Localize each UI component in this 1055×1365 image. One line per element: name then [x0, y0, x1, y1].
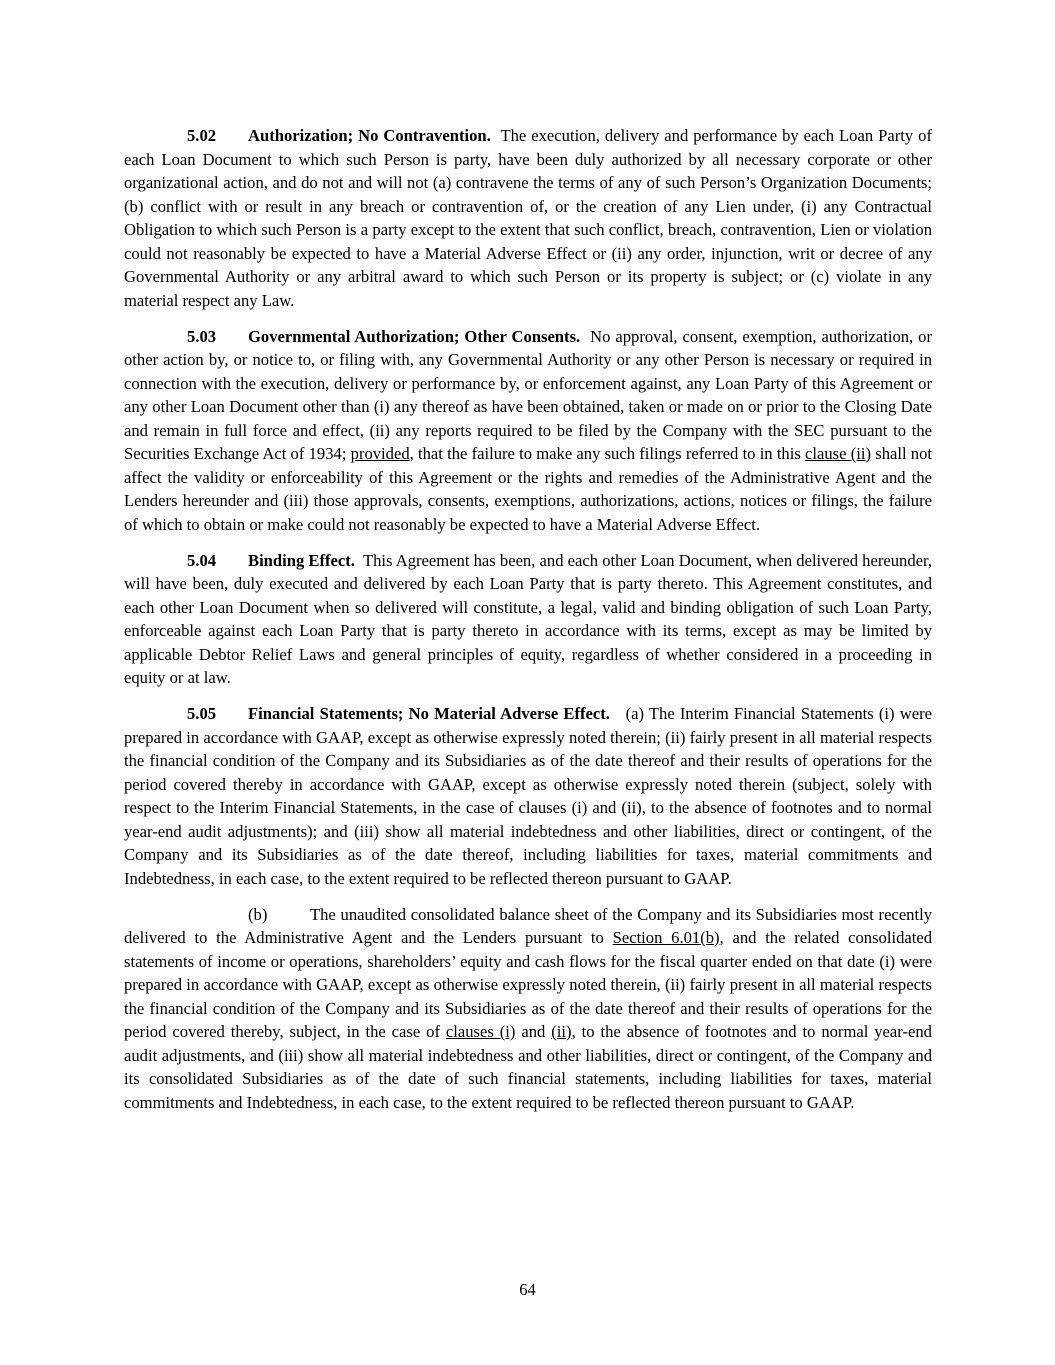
section-text: , and the related consolidated statements of income or operations, shareholders’ equity and cash flows for the fiscal quarter ended on that date (i) were prepared in accordance with GAAP, except as otherwise expressly noted therein, (ii) fairly present in all material respects the financial condition of the Company and its Subsidiaries as of the date thereof and their results of operations for the period covered thereby, subject, in the case of — [124, 928, 933, 1041]
section-5-03 — [124, 325, 932, 537]
clause-reference: clause (ii) — [805, 444, 871, 463]
section-heading: Governmental Authorization; Other Consents. — [248, 326, 581, 346]
document-body — [124, 124, 932, 1127]
section-text: (a) The Interim Financial Statements (i) were prepared in accordance with GAAP, except as otherwise expressly noted therein; (ii) fairly present in all material respects the financial condition of the Company and its Subsidiaries as of the date thereof and their results of operations for the period covered thereby in accordance with GAAP, except as otherwise expressly noted therein (subject, solely with respect to the Interim Financial Statements, in the case of clauses (i) and (ii), to the absence of footnotes and to normal year-end audit adjustments); and (iii) show all material indebtedness and other liabilities, direct or contingent, of the Company and its Subsidiaries as of the date thereof, including liabilities for taxes, material commitments and Indebtedness, in each case, to the extent required to be reflected thereon pursuant to GAAP. — [124, 704, 932, 888]
section-5-02 — [124, 124, 932, 312]
section-5-05 — [124, 702, 932, 890]
section-heading: Authorization; No Contravention. — [248, 126, 491, 145]
section-number: 5.03 — [187, 326, 217, 346]
section-number: 5.05 — [187, 704, 217, 723]
section-number: 5.02 — [187, 126, 217, 145]
section-reference: Section 6.01(b) — [612, 928, 720, 947]
section-heading: Binding Effect. — [248, 550, 355, 570]
section-heading: Financial Statements; No Material Adverse Effect. — [248, 704, 610, 723]
section-number: 5.04 — [187, 550, 217, 570]
subsection-label: (b) — [248, 904, 268, 924]
section-text: The execution, delivery and performance by each Loan Party of each Loan Document to which such Person is party, have been duly authorized by all necessary corporate or other organizational action, and do not and will not (a) contravene the terms of any of such Person’s Organization Documents; (b) conflict with or result in any breach or contravention of, or the creation of any Lien under, (i) any Contractual Obligation to which such Person is a party except to the extent that such conflict, breach, contravention, Lien or violation could not reasonably be expected to have a Material Adverse Effect or (ii) any order, injunction, writ or decree of any Governmental Authority or any arbitral award to which such Person or its property is subject; or (c) violate in any material respect any Law. — [124, 126, 932, 310]
section-text: The unaudited consolidated balance sheet of the Company and its Subsidiaries most recently delivered to the Administrative Agent and the Lenders pursuant to — [124, 904, 932, 947]
clause-reference: clauses (i) — [445, 1022, 516, 1041]
section-text: , that the failure to make any such filings referred to in this — [409, 444, 801, 463]
section-5-04 — [124, 549, 932, 690]
provided-term: provided — [350, 444, 410, 463]
clause-reference: (ii) — [551, 1022, 572, 1041]
section-text: shall not affect the validity or enforceability of this Agreement or the rights and remedies of the Administrative Agent and the Lenders hereunder and (iii) those approvals, consents, exemptions, authorizations, actions, notices or filings, the failure of which to obtain or make could not reasonably be expected to have a Material Adverse Effect. — [124, 444, 932, 534]
section-text: , to the absence of footnotes and to normal year-end audit adjustments, and (iii) show all material indebtedness and other liabilities, direct or contingent, of the Company and its consolidated Subsidiaries as of the date of such financial statements, including liabilities for taxes, material commitments and Indebtedness, in each case, to the extent required to be reflected thereon pursuant to GAAP. — [124, 1022, 932, 1112]
section-text: No approval, consent, exemption, authorization, or other action by, or notice to, or filing with, any Governmental Authority or any other Person is necessary or required in connection with the execution, delivery or performance by, or enforcement against, any Loan Party of this Agreement or any other Loan Document other than (i) any thereof as have been obtained, taken or made on or prior to the Closing Date and remain in full force and effect, (ii) any reports required to be filed by the Company with the SEC pursuant to the Securities Exchange Act of 1934; — [124, 326, 933, 463]
section-5-05-b — [124, 903, 932, 1115]
page-number: 64 — [519, 1280, 536, 1299]
section-text: This Agreement has been, and each other Loan Document, when delivered hereunder, will have been, duly executed and delivered by each Loan Party that is party thereto. This Agreement constitutes, and each other Loan Document when so delivered will constitute, a legal, valid and binding obligation of such Loan Party, enforceable against each Loan Party that is party thereto in accordance with its terms, except as may be limited by applicable Debtor Relief Laws and general principles of equity, regardless of whether considered in a proceeding in equity or at law. — [124, 550, 932, 687]
section-text: and — [521, 1022, 546, 1041]
